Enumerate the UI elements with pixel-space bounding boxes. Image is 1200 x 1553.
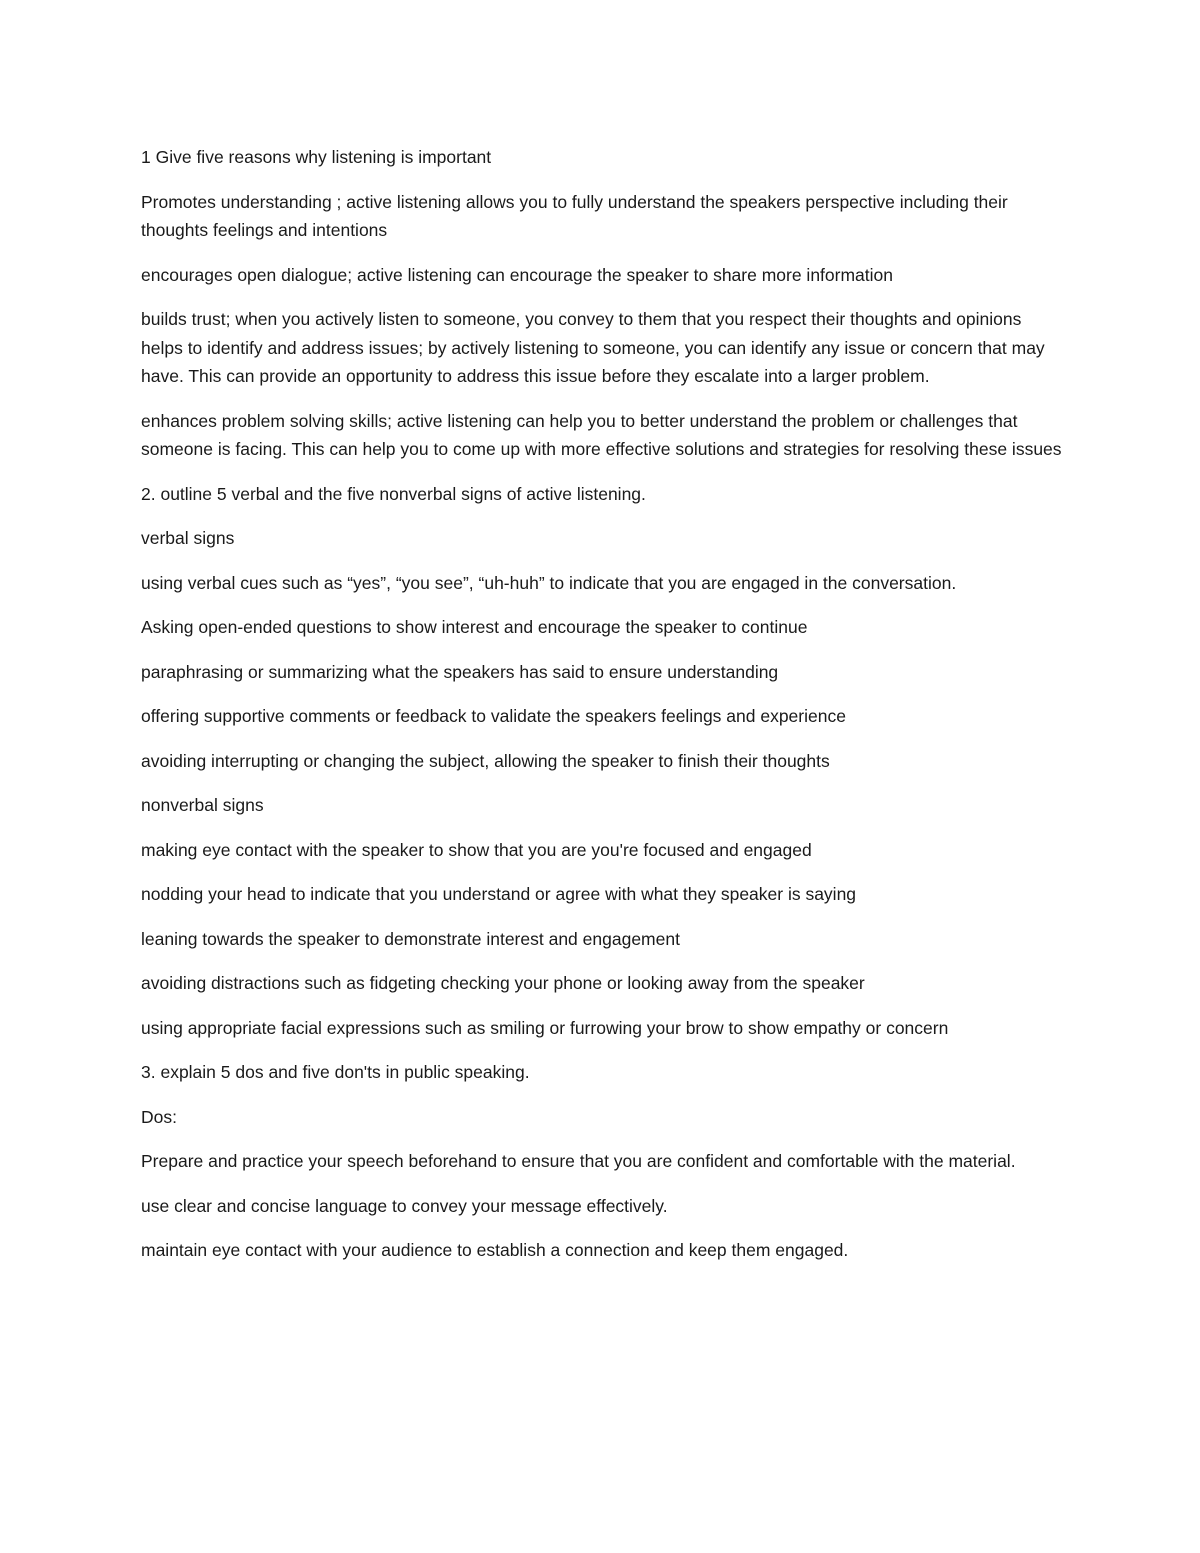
verbal-sign-cues: using verbal cues such as “yes”, “you see”, “uh-huh” to indicate that you are engaged in the conversation. — [141, 572, 957, 593]
document-body — [141, 143, 1071, 1281]
verbal-sign-supportive: offering supportive comments or feedback to validate the speakers feelings and experience — [141, 706, 846, 726]
dos-heading: Dos: — [141, 1106, 177, 1127]
question-1-heading: 1 Give five reasons why listening is important — [141, 147, 492, 167]
nonverbal-sign-nodding: nodding your head to indicate that you understand or agree with what they speaker is saying — [141, 884, 857, 904]
nonverbal-sign-no-distractions: avoiding distractions such as fidgeting checking your phone or looking away from the speaker — [141, 973, 865, 993]
do-prepare: Prepare and practice your speech beforehand to ensure that you are confident and comfortable with the material. — [141, 1151, 1016, 1171]
question-2-heading: 2. outline 5 verbal and the five nonverbal signs of active listening. — [141, 483, 646, 504]
nonverbal-sign-leaning: leaning towards the speaker to demonstrate interest and engagement — [141, 928, 680, 949]
do-clear-language: use clear and concise language to convey your message effectively. — [141, 1195, 668, 1216]
do-eye-contact: maintain eye contact with your audience to establish a connection and keep them engaged. — [141, 1240, 849, 1260]
nonverbal-signs-heading: nonverbal signs — [141, 795, 264, 815]
nonverbal-sign-eye-contact: making eye contact with the speaker to show that you are you're focused and engaged — [141, 839, 812, 860]
nonverbal-sign-facial-expressions: using appropriate facial expressions such as smiling or furrowing your brow to show empathy or concern — [141, 1017, 949, 1038]
reason-promotes-understanding: Promotes understanding ; active listening allows you to fully understand the speakers perspective including their thoughts feelings and intentions — [141, 191, 1008, 240]
reason-builds-trust: builds trust; when you actively listen to someone, you convey to them that you respect their thoughts and opinions — [141, 309, 1022, 329]
reason-problem-solving: enhances problem solving skills; active listening can help you to better understand the problem or challenges that someone is facing. This can help you to come up with more effective solutions and strategies for resolving these issues — [141, 410, 1062, 459]
reason-open-dialogue: encourages open dialogue; active listening can encourage the speaker to share more information — [141, 264, 894, 285]
verbal-sign-paraphrasing: paraphrasing or summarizing what the speakers has said to ensure understanding — [141, 661, 779, 682]
reason-address-issues: helps to identify and address issues; by actively listening to someone, you can identify any issue or concern that may have. This can provide an opportunity to address this issue before they escalate into a larger problem. — [141, 337, 1045, 386]
verbal-sign-questions: Asking open-ended questions to show interest and encourage the speaker to continue — [141, 617, 808, 637]
verbal-signs-heading: verbal signs — [141, 528, 235, 548]
verbal-sign-no-interrupt: avoiding interrupting or changing the subject, allowing the speaker to finish their thoughts — [141, 750, 830, 771]
question-3-heading: 3. explain 5 dos and five don'ts in public speaking. — [141, 1062, 530, 1082]
